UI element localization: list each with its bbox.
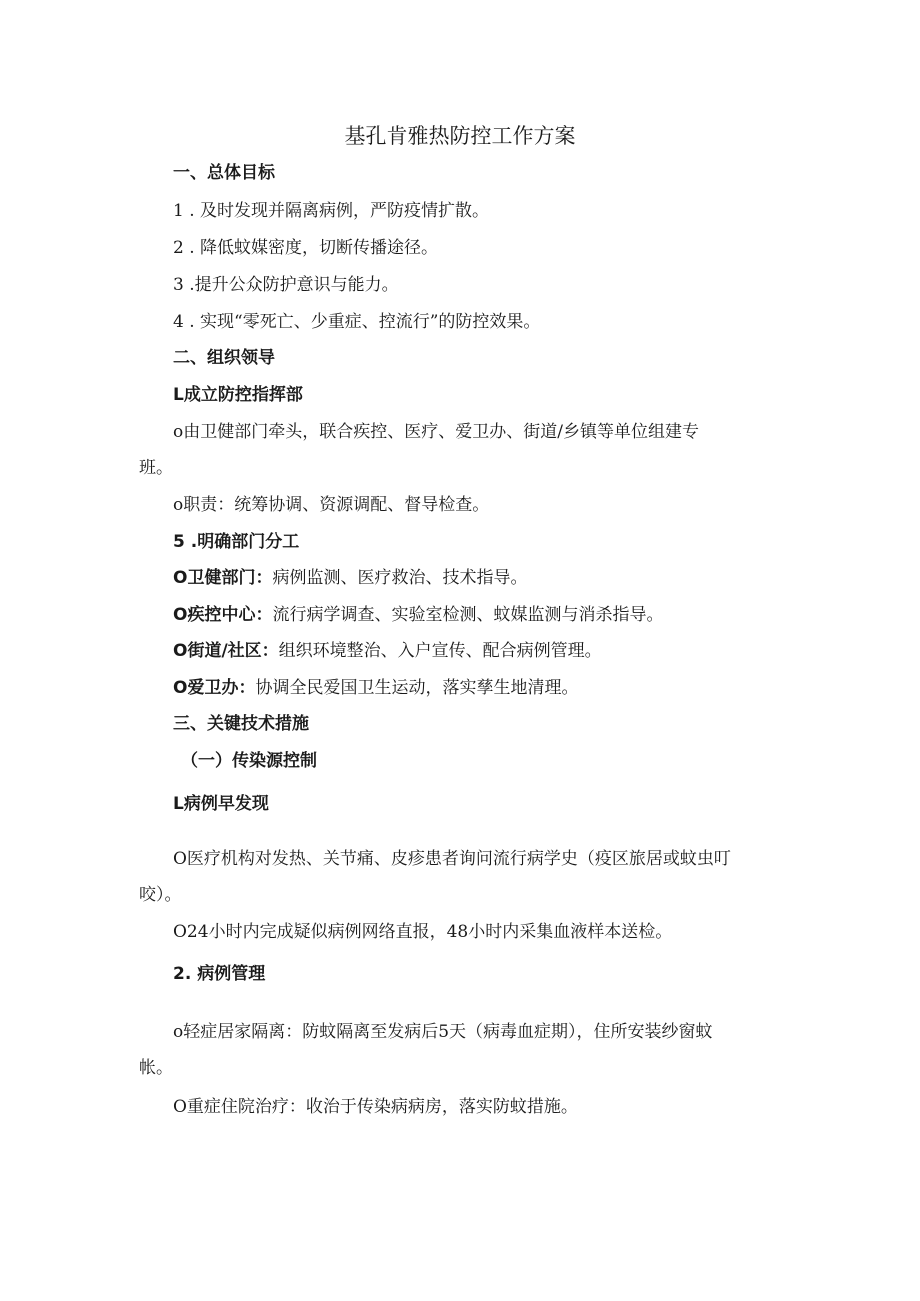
management-paragraph-line1: o轻症居家隔离：防蚊隔离至发病后5天（病毒血症期），住所安装纱窗蚊 bbox=[173, 1022, 713, 1042]
management-severe: O重症住院治疗：收治于传染病病房，落实防蚊措施。 bbox=[173, 1097, 578, 1117]
duty-label: O疾控中心： bbox=[173, 605, 273, 625]
duty-text: 病例监测、医疗救治、技术指导。 bbox=[272, 568, 528, 588]
subheading-case-management: 2. 病例管理 bbox=[173, 964, 266, 984]
detection-reporting: O24小时内完成疑似病例网络直报，48小时内采集血液样本送检。 bbox=[173, 922, 673, 942]
command-duties: o职责：统筹协调、资源调配、督导检查。 bbox=[173, 495, 490, 515]
duty-item bbox=[173, 640, 602, 662]
duty-text: 协调全民爱国卫生运动，落实孳生地清理。 bbox=[255, 678, 579, 698]
goal-item-1: 1 . 及时发现并隔离病例，严防疫情扩散。 bbox=[173, 201, 490, 221]
subheading-source-control: （一）传染源控制 bbox=[181, 751, 317, 771]
section-heading-organization: 二、组织领导 bbox=[173, 348, 275, 368]
command-paragraph-line2: 班。 bbox=[139, 458, 173, 478]
duty-label: O卫健部门： bbox=[173, 568, 273, 588]
duty-item bbox=[173, 677, 578, 699]
goal-item-3: 3 .提升公众防护意识与能力。 bbox=[173, 275, 399, 295]
document-title: 基孔肯雅热防控工作方案 bbox=[344, 124, 576, 148]
duty-label: O爱卫办： bbox=[173, 678, 256, 698]
section-heading-measures: 三、关键技术措施 bbox=[173, 714, 309, 734]
duty-item bbox=[173, 604, 663, 626]
command-paragraph-line1: o由卫健部门牵头，联合疾控、医疗、爱卫办、街道/乡镇等单位组建专 bbox=[173, 422, 699, 442]
duty-text: 流行病学调查、实验室检测、蚊媒监测与消杀指导。 bbox=[272, 605, 664, 625]
detection-paragraph-line2: 咬）。 bbox=[139, 885, 182, 905]
management-paragraph-line2: 帐。 bbox=[139, 1058, 173, 1078]
duty-text: 组织环境整治、入户宣传、配合病例管理。 bbox=[278, 641, 602, 661]
subheading-command: L成立防控指挥部 bbox=[173, 385, 303, 405]
duty-label: O街道/社区： bbox=[173, 641, 279, 661]
detection-paragraph-line1: O医疗机构对发热、关节痛、皮疹患者询问流行病学史（疫区旅居或蚊虫叮 bbox=[173, 849, 731, 869]
duty-item bbox=[173, 567, 527, 589]
goal-item-2: 2 . 降低蚊媒密度，切断传播途径。 bbox=[173, 238, 439, 258]
section-heading-goals: 一、总体目标 bbox=[173, 163, 275, 183]
subheading-early-detection: L病例早发现 bbox=[173, 794, 269, 814]
goal-item-4: 4 . 实现“零死亡、少重症、控流行”的防控效果。 bbox=[173, 312, 541, 332]
subheading-division: 5 .明确部门分工 bbox=[173, 532, 300, 552]
